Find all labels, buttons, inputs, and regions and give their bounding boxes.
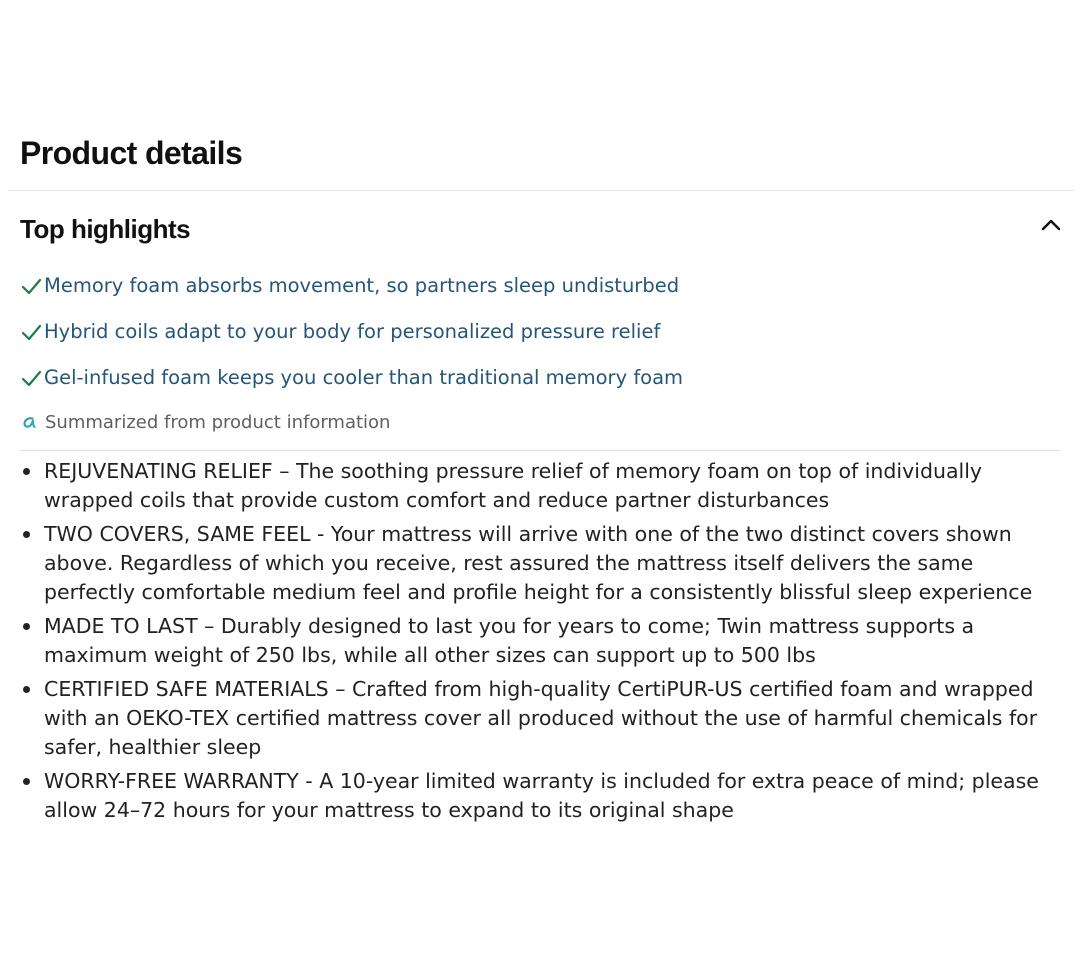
bullet-icon (23, 531, 30, 538)
top-highlights-title: Top highlights (20, 214, 191, 244)
section-divider (8, 190, 1074, 191)
check-icon (20, 367, 42, 389)
ai-sparkle-icon (20, 412, 40, 432)
feature-text: REJUVENATING RELIEF – The soothing pressure relief of memory foam on top of individually wrapped coils that provide custom comfort and reduce partner disturbances (44, 459, 983, 512)
feature-list (20, 457, 1070, 830)
feature-item (20, 767, 1070, 825)
feature-text: TWO COVERS, SAME FEEL - Your mattress will arrive with one of the two distinct covers shown above. Regardless of which you receive, rest assured the mattress itself delivers the same perfectly comfortable medium feel and profile height for a consistently blissful sleep experience (44, 522, 1033, 604)
feature-item (20, 612, 1070, 670)
collapse-highlights-button[interactable] (1036, 210, 1066, 240)
product-details-title: Product details (20, 135, 243, 171)
feature-text: WORRY-FREE WARRANTY - A 10-year limited warranty is included for extra peace of mind; please allow 24–72 hours for your mattress to expand to its original shape (44, 769, 1039, 822)
highlight-item (20, 362, 1060, 394)
highlights-divider (20, 450, 1060, 451)
summary-note (20, 408, 390, 436)
feature-text: CERTIFIED SAFE MATERIALS – Crafted from high-quality CertiPUR-US certified foam and wrapped with an OEKO-TEX certified mattress cover all produced without the use of harmful chemicals for safer, healthier sleep (44, 677, 1038, 759)
highlights-list (20, 270, 1060, 408)
highlight-item (20, 270, 1060, 302)
highlight-text: Gel-infused foam keeps you cooler than traditional memory foam (44, 366, 684, 389)
check-icon (20, 321, 42, 343)
bullet-icon (23, 623, 30, 630)
highlight-text: Memory foam absorbs movement, so partners sleep undisturbed (44, 274, 680, 297)
check-icon (20, 275, 42, 297)
chevron-up-icon (1041, 219, 1061, 231)
feature-item (20, 457, 1070, 515)
summary-text: Summarized from product information (45, 411, 391, 433)
bullet-icon (23, 778, 30, 785)
feature-item (20, 520, 1070, 607)
highlight-item (20, 316, 1060, 348)
bullet-icon (23, 686, 30, 693)
highlight-text: Hybrid coils adapt to your body for personalized pressure relief (44, 320, 661, 343)
feature-text: MADE TO LAST – Durably designed to last you for years to come; Twin mattress supports a maximum weight of 250 lbs, while all other sizes can support up to 500 lbs (44, 614, 975, 667)
bullet-icon (23, 468, 30, 475)
feature-item (20, 675, 1070, 762)
